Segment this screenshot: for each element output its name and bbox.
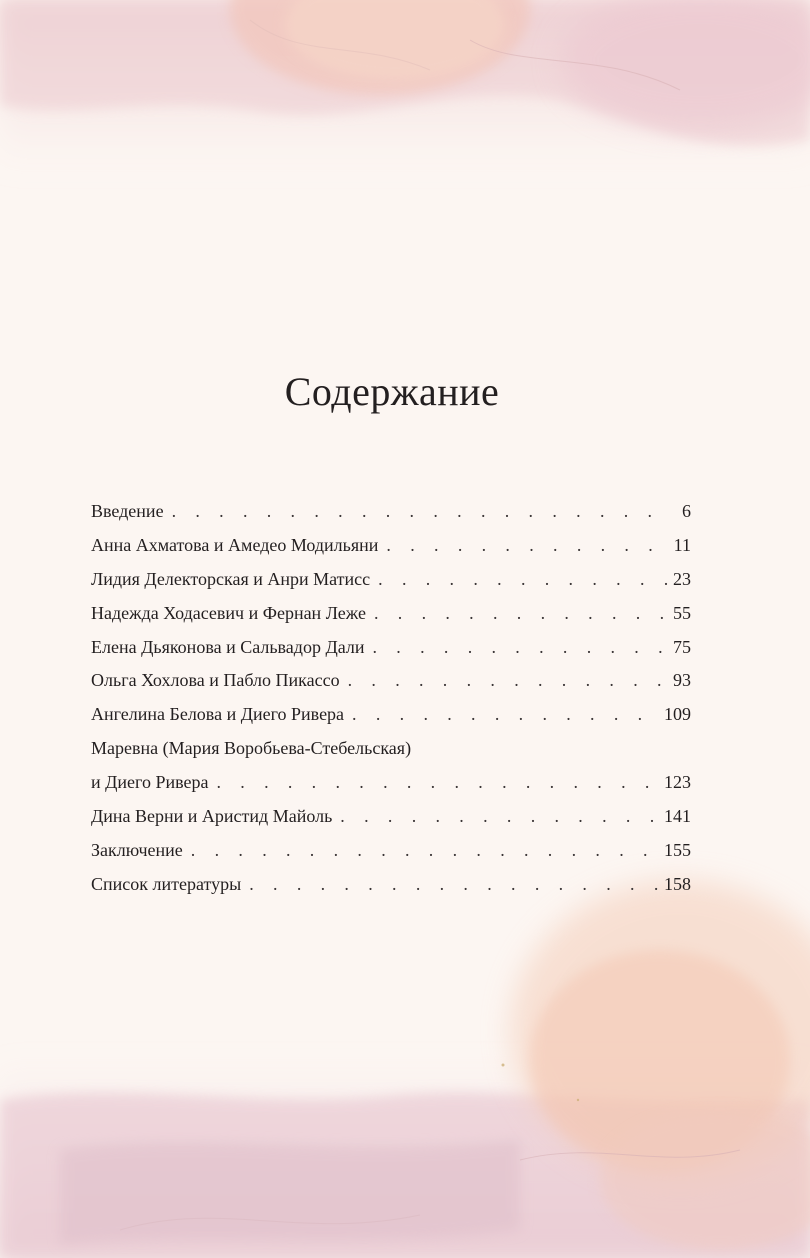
toc-entry-introduction[interactable] bbox=[91, 495, 691, 529]
toc-entry-page-number: 6 bbox=[682, 501, 691, 521]
toc-entry-marevna-rivera-line2[interactable] bbox=[91, 766, 691, 800]
toc-entry-label: Маревна (Мария Воробьева-Стебельская) bbox=[91, 738, 412, 759]
toc-entry-marevna-rivera-line1[interactable] bbox=[91, 732, 691, 766]
toc-entry-verni-maillol[interactable] bbox=[91, 800, 691, 834]
toc-entry-delectorskaya-matisse[interactable] bbox=[91, 563, 691, 597]
toc-entry-page-number: 11 bbox=[673, 534, 691, 555]
toc-entry-page-number: 109 bbox=[664, 704, 691, 725]
toc-entry-page-number: 141 bbox=[664, 806, 691, 827]
toc-entry-khodasevich-leger[interactable] bbox=[91, 597, 691, 631]
toc-entry-label: Введение bbox=[91, 501, 164, 521]
toc-entry-label: Список литературы bbox=[91, 873, 242, 894]
toc-entry-label: Елена Дьяконова и Сальвадор Дали bbox=[91, 636, 365, 657]
table-of-contents bbox=[91, 495, 691, 902]
toc-entry-label: Ольга Хохлова и Пабло Пикассо bbox=[91, 670, 340, 691]
dot-leader bbox=[378, 563, 669, 597]
toc-entry-akhmatova-modigliani[interactable] bbox=[91, 529, 691, 563]
dot-leader bbox=[373, 631, 670, 665]
dot-leader bbox=[386, 529, 669, 563]
dot-leader bbox=[216, 766, 660, 800]
toc-entry-page-number: 158 bbox=[664, 873, 691, 894]
toc-entry-khokhlova-picasso[interactable] bbox=[91, 664, 691, 698]
toc-entry-page-number: 93 bbox=[673, 670, 691, 691]
toc-entry-conclusion[interactable] bbox=[91, 834, 691, 868]
toc-entry-label: Ангелина Белова и Диего Ривера bbox=[91, 704, 345, 725]
toc-entry-label: Заключение bbox=[91, 839, 183, 860]
dot-leader bbox=[348, 664, 669, 698]
dot-leader bbox=[374, 597, 669, 631]
toc-entry-label: и Диего Ривера bbox=[91, 772, 209, 793]
page-title: Содержание bbox=[284, 369, 500, 414]
toc-entry-label: Анна Ахматова и Амедео Модильяни bbox=[91, 534, 379, 555]
toc-entry-label: Лидия Делекторская и Анри Матисс bbox=[91, 568, 371, 589]
dot-leader bbox=[249, 868, 660, 902]
toc-entry-bibliography[interactable] bbox=[91, 868, 691, 902]
dot-leader bbox=[352, 698, 660, 732]
dot-leader bbox=[172, 495, 669, 529]
toc-entry-page-number: 23 bbox=[673, 568, 691, 589]
toc-entry-label: Дина Верни и Аристид Майоль bbox=[91, 806, 333, 827]
toc-entry-page-number: 155 bbox=[664, 839, 691, 860]
toc-entry-page-number: 55 bbox=[673, 602, 691, 623]
toc-entry-belova-rivera[interactable] bbox=[91, 698, 691, 732]
toc-entry-page-number: 75 bbox=[673, 636, 691, 657]
dot-leader bbox=[191, 834, 660, 868]
toc-entry-page-number: 123 bbox=[664, 772, 691, 793]
dot-leader bbox=[340, 800, 660, 834]
toc-entry-dyakonova-dali[interactable] bbox=[91, 631, 691, 665]
toc-entry-label: Надежда Ходасевич и Фернан Леже bbox=[91, 602, 366, 623]
